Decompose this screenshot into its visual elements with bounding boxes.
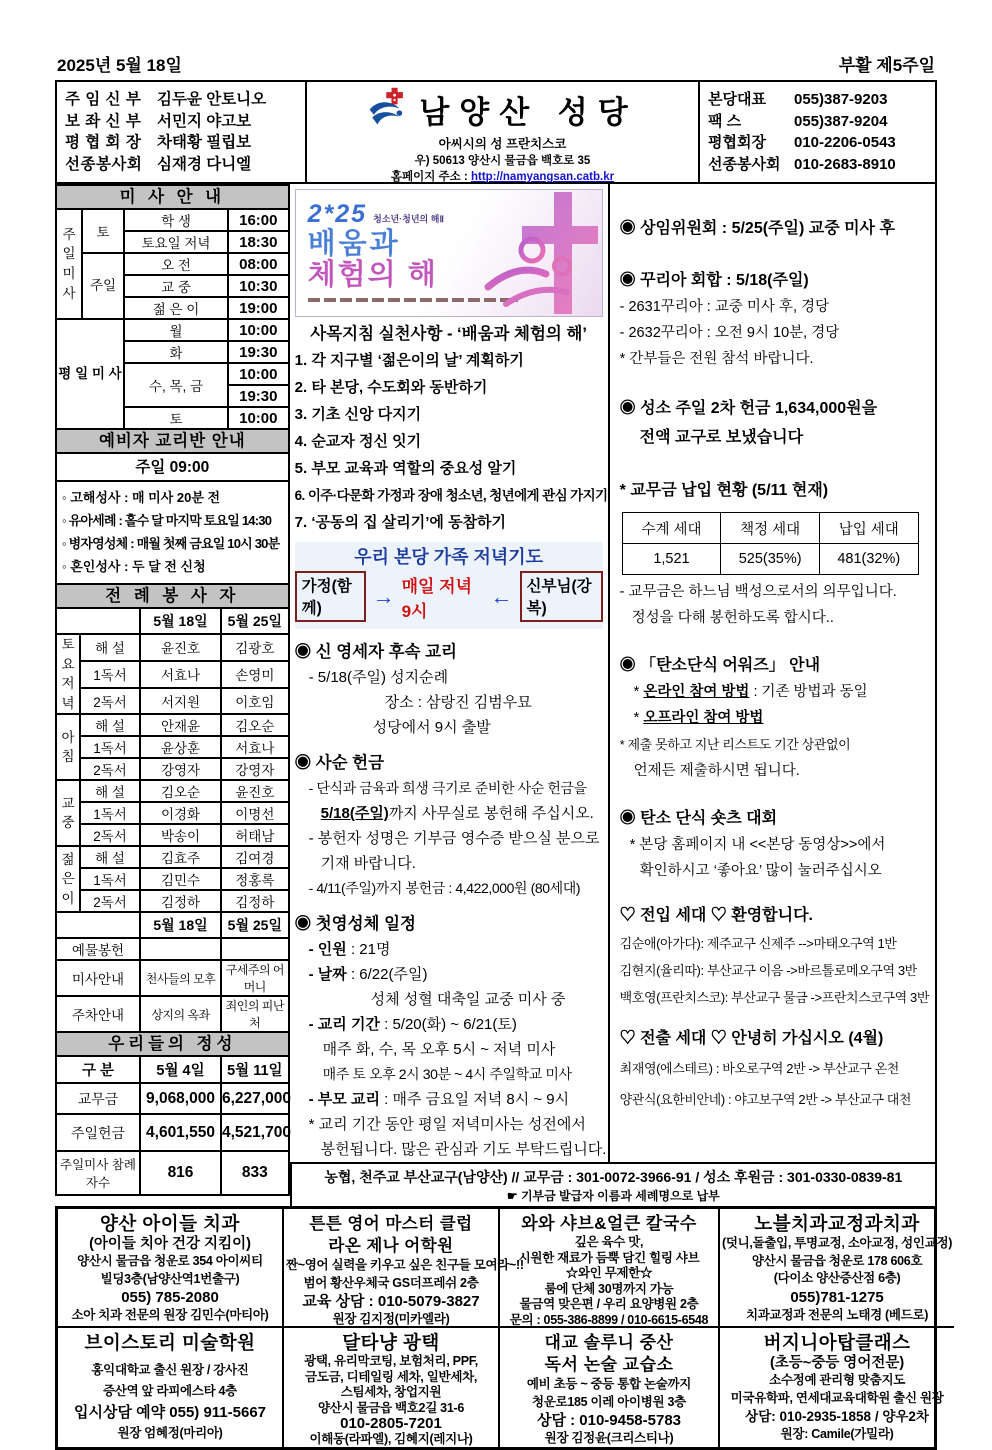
ad-title: 와와 샤브&얼큰 칼국수 bbox=[521, 1214, 697, 1233]
mass-time: 19:30 bbox=[228, 341, 289, 363]
staff-name: 차태황 필립보 bbox=[157, 134, 252, 152]
move-in-line: 김순애(아가다): 제주교구 신제주 -->마태오구역 1반 bbox=[619, 936, 897, 951]
mass-day: 토 bbox=[82, 209, 124, 253]
top-bar bbox=[55, 46, 937, 76]
vocation-fund-line1: ◉ 성소 주일 2차 헌금 1,634,000원을 bbox=[619, 400, 878, 417]
ad-english-club bbox=[284, 1209, 524, 1328]
section-line: - 단식과 금육과 희생 극기로 준비한 사순 헌금을 bbox=[308, 780, 587, 796]
standing-committee-title: ◉ 상임위원회 : 5/25(주일) 교중 미사 후 bbox=[619, 220, 895, 237]
ad-phone: 문의 : 055-386-8899 / 010-6615-6548 bbox=[509, 1312, 709, 1327]
ad-title: 노블치과교정과치과 bbox=[754, 1213, 920, 1234]
carbon-line: * 제출 못하고 지난 리스트도 기간 상관없이 bbox=[619, 737, 851, 752]
banner-figures-illustration bbox=[458, 192, 598, 319]
ad-line: 양산시 물금읍 청운로 354 아이씨티 bbox=[77, 1254, 263, 1268]
server-role: 1독서 bbox=[80, 661, 140, 688]
ad-line: 청운로185 이레 아이병원 3층 bbox=[532, 1394, 686, 1409]
contact-row bbox=[708, 154, 927, 175]
pastoral-items bbox=[294, 347, 608, 536]
move-in-line: 백호영(프란치스코): 부산교구 물금 ->프란치스코구역 3반 bbox=[619, 990, 929, 1005]
extra-value: 상지의 옥좌 bbox=[140, 996, 221, 1032]
extra-label: 미사안내 bbox=[56, 960, 140, 996]
ad-art-academy bbox=[58, 1328, 284, 1447]
ad-phone: 입시상담 예약 055) 911-5667 bbox=[73, 1404, 267, 1421]
server-name: 정홍록 bbox=[221, 868, 289, 890]
ad-line: 짠~영어 실력을 키우고 싶은 친구들 모여라~!! bbox=[286, 1258, 524, 1272]
ad-title: 브이스토리 미술학원 bbox=[84, 1332, 256, 1353]
catechumen-item: ◦ 고해성사 : 매 미사 20분 전 bbox=[62, 490, 221, 505]
banner-title-line2: 체험의 해 bbox=[307, 259, 438, 291]
ad-title: 튼튼 영어 마스터 클럽 bbox=[309, 1215, 473, 1233]
mass-label: 오 전 bbox=[124, 253, 228, 275]
server-name: 강영자 bbox=[140, 758, 221, 780]
ad-phone: 상담 : 010-9458-5783 bbox=[536, 1412, 682, 1429]
server-role: 해 설 bbox=[80, 634, 140, 661]
new-baptized-section bbox=[295, 639, 603, 740]
church-title-box bbox=[307, 82, 700, 182]
move-in-title: ♡ 전입 세대 ♡ 환영합니다. bbox=[619, 907, 813, 924]
section-line: - 교리 기간 : 5/20(화) ~ 6/21(토) bbox=[308, 1016, 517, 1033]
extra-value: 죄인의 피난처 bbox=[221, 996, 289, 1032]
server-name: 김오순 bbox=[221, 714, 289, 736]
move-out-title: ♡ 전출 세대 ♡ 안녕히 가십시오 (4월) bbox=[619, 1030, 884, 1047]
mass-time: 10:30 bbox=[228, 275, 289, 297]
server-role: 해 설 bbox=[80, 714, 140, 736]
offerings-col: 5월 11일 bbox=[221, 1056, 289, 1083]
pastoral-item: 5. 부모 교육과 역할의 중요성 알기 bbox=[294, 460, 517, 477]
section-line: 기재 바랍니다. bbox=[320, 855, 416, 872]
staff-row bbox=[65, 89, 297, 110]
contact-label: 선종봉사회 bbox=[708, 155, 781, 173]
contact-row bbox=[708, 111, 927, 132]
mass-time: 08:00 bbox=[228, 253, 289, 275]
mass-label: 학 생 bbox=[124, 209, 228, 231]
staff-role: 주 임 신 부 bbox=[65, 91, 142, 108]
contact-number: 010-2683-8910 bbox=[794, 155, 896, 173]
extra-value: 천사들의 모후 bbox=[140, 960, 221, 996]
mass-label: 토요일 저녁 bbox=[124, 231, 228, 253]
left-column bbox=[55, 184, 290, 1208]
offerings-table bbox=[55, 1055, 290, 1196]
mass-schedule-header: 미 사 안 내 bbox=[55, 184, 290, 210]
ad-dental-kids bbox=[58, 1209, 284, 1328]
server-role: 2독서 bbox=[80, 758, 140, 780]
server-name: 윤진호 bbox=[140, 634, 221, 661]
server-name: 손영미 bbox=[221, 661, 289, 688]
dues-note: - 교무금은 하느님 백성으로서의 의무입니다. bbox=[619, 584, 897, 600]
arrow-left-icon: ← bbox=[490, 583, 513, 609]
catechumen-item: ◦ 혼인성사 : 두 달 전 신청 bbox=[62, 559, 206, 574]
mass-time: 19:30 bbox=[228, 385, 289, 407]
section-line: 성체 성혈 대축일 교중 미사 중 bbox=[370, 991, 566, 1008]
ad-line: 스팀세차, 창업지원 bbox=[340, 1385, 442, 1399]
contact-label: 본당대표 bbox=[708, 91, 766, 108]
ad-line: ☆와인 무제한☆ bbox=[565, 1266, 653, 1280]
section-line: 장소 : 삼랑진 김범우묘 bbox=[384, 694, 532, 711]
staff-role: 평 협 회 장 bbox=[65, 134, 142, 152]
server-name: 이명선 bbox=[221, 802, 289, 824]
mass-time: 10:00 bbox=[228, 363, 289, 385]
ad-title: 독서 논술 교습소 bbox=[544, 1355, 674, 1374]
ad-subtitle: (아이들 치아 건강 지킴이) bbox=[89, 1236, 251, 1252]
server-role: 해 설 bbox=[80, 846, 140, 868]
move-out-line: 최재영(에스테르) : 바오로구역 2반 -> 부산교구 온천 bbox=[619, 1061, 899, 1076]
offerings-value: 833 bbox=[221, 1151, 289, 1195]
offerings-label: 주일헌금 bbox=[56, 1114, 140, 1151]
offerings-label: 주일미사 참례자수 bbox=[56, 1151, 140, 1195]
ad-title: 달타냥 광택 bbox=[342, 1332, 440, 1353]
carbon-line: * 온라인 참여 방법 : 기존 방법과 동일 bbox=[633, 684, 868, 700]
shorts-line: 확인하시고 ‘좋아요’ 많이 눌러주십시오 bbox=[639, 863, 882, 879]
staff-name: 심재경 다니엘 bbox=[157, 155, 252, 173]
vocation-fund-line2: 전액 교구로 보냈습니다 bbox=[639, 429, 804, 446]
staff-role: 보 좌 신 부 bbox=[65, 112, 142, 130]
server-name: 서효나 bbox=[140, 661, 221, 688]
mass-time: 10:00 bbox=[228, 407, 289, 429]
banner-year-subtitle: 청소년·청년의 해Ⅱ bbox=[373, 214, 444, 224]
server-name: 김효주 bbox=[140, 846, 221, 868]
ad-line: 금도금, 디테일링 세차, 일반세차, bbox=[304, 1369, 478, 1384]
middle-column bbox=[290, 184, 608, 1162]
section-line: - 5/18(주일) 성지순례 bbox=[308, 669, 449, 686]
servers-group: 아침 bbox=[56, 714, 80, 780]
offerings-label: 교무금 bbox=[56, 1083, 140, 1114]
server-name: 김민수 bbox=[140, 868, 221, 890]
dues-col: 수계 세대 bbox=[622, 513, 721, 544]
extra-label: 예물봉헌 bbox=[56, 938, 140, 960]
pastoral-title: 사목지침 실천사항 - ‘배움과 체험의 해’ bbox=[310, 325, 587, 343]
section-line: 성당에서 9시 출발 bbox=[372, 719, 491, 736]
server-name: 이호임 bbox=[221, 688, 289, 715]
offerings-value: 9,068,000 bbox=[140, 1083, 221, 1114]
section-line: - 부모 교리 : 매주 금요일 저녁 8시 ~ 9시 bbox=[308, 1091, 570, 1108]
offerings-col: 5월 4일 bbox=[140, 1056, 221, 1083]
ad-line: 원장: Camile(가밀라) bbox=[780, 1427, 894, 1441]
section-title: ◉ 사순 헌금 bbox=[294, 754, 385, 772]
section-line: 매주 토 오후 2시 30분 ~ 4시 주일학교 미사 bbox=[322, 1066, 572, 1082]
server-name: 김정하 bbox=[221, 890, 289, 912]
bank-note-line: ☛ 기부금 발급자 이름과 세례명으로 납부 bbox=[506, 1189, 720, 1203]
ad-line: 룸에 단체 30명까지 가능 bbox=[544, 1281, 674, 1296]
evening-priest-box: 신부님(강복) bbox=[520, 571, 603, 622]
ad-reading-school bbox=[500, 1328, 720, 1447]
bank-account-line: 농협, 천주교 부산교구(남양산) // 교무금 : 301-0072-3966-91 / 성소 후원금 : 301-0330-0839-81 bbox=[324, 1169, 903, 1185]
ad-line: 소아 치과 전문의 원장 김민수(마티아) bbox=[71, 1308, 269, 1322]
ad-line: 원장 김정윤(크리스티나) bbox=[544, 1431, 674, 1445]
ad-title: 대교 솔루니 중산 bbox=[544, 1333, 674, 1352]
server-name: 박송이 bbox=[140, 824, 221, 846]
server-role: 1독서 bbox=[80, 868, 140, 890]
ad-subtitle: (초등~중등 영어전문) bbox=[769, 1355, 905, 1371]
bank-account-strip bbox=[290, 1162, 937, 1208]
mass-time: 18:30 bbox=[228, 231, 289, 253]
advertisement-grid bbox=[55, 1206, 953, 1450]
mass-schedule-table bbox=[55, 208, 290, 430]
server-role: 2독서 bbox=[80, 688, 140, 715]
ad-line: 홍익대학교 출신 원장 / 강사진 bbox=[91, 1363, 249, 1377]
staff-name: 김두윤 안토니오 bbox=[157, 91, 267, 108]
mass-label: 토 bbox=[124, 407, 228, 429]
ad-line: 시원한 재료가 듬뿍 담긴 힐링 샤브 bbox=[518, 1250, 700, 1265]
ad-line: 양산시 물금읍 청운로 178 606호 bbox=[751, 1253, 923, 1268]
lent-offering-section bbox=[295, 750, 603, 901]
server-role: 해 설 bbox=[80, 780, 140, 802]
ad-phone: 055) 785-2080 bbox=[121, 1289, 219, 1306]
dues-col: 책정 세대 bbox=[721, 513, 820, 544]
mass-label: 교 중 bbox=[124, 275, 228, 297]
server-role: 1독서 bbox=[80, 736, 140, 758]
extra-value bbox=[140, 938, 221, 960]
staff-box bbox=[57, 82, 307, 182]
mass-time: 16:00 bbox=[228, 209, 289, 231]
catechumen-header: 예비자 교리반 안내 bbox=[55, 428, 290, 454]
staff-role: 선종봉사회 bbox=[65, 155, 143, 173]
contact-label: 평협회장 bbox=[708, 134, 766, 152]
mass-time: 19:00 bbox=[228, 297, 289, 319]
servers-date: 5월 18일 bbox=[140, 608, 221, 634]
extra-label: 주차안내 bbox=[56, 996, 140, 1032]
carbon-shorts-title: ◉ 탄소 단식 숏츠 대회 bbox=[619, 810, 778, 827]
section-line: - 4/11(주일)까지 봉헌금 : 4,422,000원 (80세대) bbox=[308, 880, 581, 896]
dues-note: 정성을 다해 봉헌하도록 합시다.. bbox=[631, 610, 834, 626]
mass-group: 평 일 미 사 bbox=[56, 319, 124, 429]
mass-label: 수, 목, 금 bbox=[124, 363, 228, 407]
homepage-line bbox=[307, 168, 698, 184]
masthead bbox=[55, 80, 937, 184]
ad-line: 원장 김지정(미카엘라) bbox=[332, 1312, 450, 1326]
mass-label: 월 bbox=[124, 319, 228, 341]
ad-shabu-restaurant bbox=[500, 1209, 720, 1328]
curia-line: - 2632꾸리아 : 오전 9시 10분, 경당 bbox=[619, 325, 840, 341]
server-name: 김오순 bbox=[140, 780, 221, 802]
section-title: ◉ 첫영성체 일정 bbox=[294, 915, 416, 933]
servers-date: 5월 25일 bbox=[221, 608, 289, 634]
dues-value: 1,521 bbox=[622, 544, 721, 575]
youth-year-banner bbox=[295, 189, 603, 317]
offerings-value: 4,601,550 bbox=[140, 1114, 221, 1151]
mass-label: 젊 은 이 bbox=[124, 297, 228, 319]
dues-value: 525(35%) bbox=[721, 544, 820, 575]
ad-car-detailing bbox=[284, 1328, 500, 1447]
ad-phone: 010-2805-7201 bbox=[340, 1415, 442, 1432]
ad-line: 미국유학파, 연세대교육대학원 출신 원장 bbox=[730, 1390, 944, 1405]
ad-line: 물금역 맞은편 / 우리 요양병원 2층 bbox=[519, 1297, 699, 1311]
server-role: 2독서 bbox=[80, 824, 140, 846]
dues-value: 481(32%) bbox=[819, 544, 918, 575]
arrow-right-icon: → bbox=[372, 583, 395, 609]
church-name: 남양산 성당 bbox=[419, 95, 638, 130]
section-line: - 날짜 : 6/22(주일) bbox=[308, 966, 428, 983]
evening-prayer-title: 우리 본당 가족 저녁기도 bbox=[354, 547, 544, 567]
evening-prayer-box bbox=[295, 542, 603, 629]
servers-table bbox=[55, 607, 290, 1033]
carbon-awards-title: ◉ 「탄소단식 어워즈」 안내 bbox=[619, 657, 821, 674]
servers-date: 5월 18일 bbox=[140, 912, 221, 938]
ad-line: 이해동(라파엘), 김혜지(레지나) bbox=[309, 1432, 473, 1446]
ad-title: 버지니아탑클래스 bbox=[763, 1332, 911, 1353]
dues-col: 납입 세대 bbox=[819, 513, 918, 544]
server-name: 김정하 bbox=[140, 890, 221, 912]
ad-phone: 상담: 010-2935-1858 / 양우2차 bbox=[745, 1409, 929, 1424]
server-role: 1독서 bbox=[80, 802, 140, 824]
ad-phone: 교육 상담 : 010-5079-3827 bbox=[302, 1293, 480, 1310]
pastoral-item: 4. 순교자 정신 잇기 bbox=[294, 433, 422, 450]
ad-virginia-top-class bbox=[720, 1328, 954, 1447]
church-patron: 아씨시의 성 프란치스코 bbox=[438, 137, 567, 151]
ad-phone: 055)781-1275 bbox=[790, 1288, 884, 1306]
offerings-col: 구 분 bbox=[56, 1056, 140, 1083]
mass-time: 10:00 bbox=[228, 319, 289, 341]
server-name: 안재윤 bbox=[140, 714, 221, 736]
section-line: 봉헌됩니다. 많은 관심과 기도 부탁드립니다. bbox=[320, 1141, 607, 1158]
offline-method-emphasis: 오프라인 참여 방법 bbox=[643, 710, 764, 726]
catechumen-item: ◦ 병자영성체 : 매월 첫째 금요일 10시 30분 bbox=[62, 536, 280, 551]
evening-home-box: 가정(함께) bbox=[295, 571, 366, 622]
contact-row bbox=[708, 89, 927, 110]
dues-table bbox=[622, 512, 919, 575]
offerings-value: 4,521,700 bbox=[221, 1114, 289, 1151]
curia-title: ◉ 꾸리아 회합 : 5/18(주일) bbox=[619, 272, 809, 289]
section-line: 매주 화, 수, 목 오후 5시 ~ 저녁 미사 bbox=[322, 1041, 556, 1058]
contact-number: 055)387-9204 bbox=[794, 112, 888, 130]
mass-label: 화 bbox=[124, 341, 228, 363]
feast-title: 부활 제5주일 bbox=[838, 56, 935, 75]
server-name: 강영자 bbox=[221, 758, 289, 780]
server-name: 김광호 bbox=[221, 634, 289, 661]
ad-line: 양산시 물금읍 백호2길 31-6 bbox=[318, 1400, 464, 1415]
homepage-label: 홈페이지 주소 : bbox=[390, 171, 471, 183]
mass-day: 주일 bbox=[82, 253, 124, 319]
ad-line: 예비 초등 ~ 중등 통합 논술까지 bbox=[526, 1377, 692, 1391]
servers-group: 토요저녁 bbox=[56, 634, 80, 714]
pastoral-item: 6. 이주·다문화 가정과 장애 청소년, 청년에게 관심 가지기 bbox=[294, 488, 608, 503]
carbon-line: 언제든 제출하시면 됩니다. bbox=[633, 763, 800, 779]
contact-label: 팩 스 bbox=[708, 112, 742, 130]
ad-line: 범어 황산우체국 GS더프레쉬 2층 bbox=[303, 1275, 479, 1290]
banner-title-line1: 배움과 bbox=[307, 228, 401, 260]
catechumen-items bbox=[55, 480, 290, 585]
pastoral-item: 2. 타 본당, 수도회와 동반하기 bbox=[294, 379, 488, 396]
ad-line: 증산역 앞 라피에스타 4층 bbox=[103, 1384, 237, 1398]
ad-noble-dental bbox=[720, 1209, 954, 1328]
server-name: 허태남 bbox=[221, 824, 289, 846]
ad-line: 소수정예 관리형 맞춤지도 bbox=[769, 1373, 905, 1387]
extra-value bbox=[221, 938, 289, 960]
church-address: 우) 50613 양산시 물금읍 백호로 35 bbox=[414, 155, 591, 167]
ad-title: 양산 아이들 치과 bbox=[100, 1213, 240, 1234]
deadline-emphasis: 5/18(주일) bbox=[320, 805, 389, 822]
curia-line: - 2631꾸리아 : 교중 미사 후, 경당 bbox=[619, 299, 830, 315]
homepage-link[interactable]: http://namyangsan.catb.kr bbox=[470, 171, 615, 183]
ad-line: 치과교정과 전문의 노태경 (베드로) bbox=[746, 1307, 929, 1322]
server-name: 윤상훈 bbox=[140, 736, 221, 758]
servers-group: 교중 bbox=[56, 780, 80, 846]
server-name: 서지원 bbox=[140, 688, 221, 715]
ad-line: 광택, 유리막코팅, 보험처리, PPF, bbox=[304, 1354, 478, 1368]
ad-line: 깊은 육수 맛, bbox=[574, 1235, 644, 1249]
servers-header: 전 례 봉 사 자 bbox=[55, 583, 290, 609]
move-out-line: 양관식(요한비안네) : 야고보구역 2반 -> 부산교구 대천 bbox=[619, 1092, 912, 1107]
server-name: 윤진호 bbox=[221, 780, 289, 802]
server-name: 김여경 bbox=[221, 846, 289, 868]
pastoral-item: 3. 기초 신앙 다지기 bbox=[294, 406, 422, 423]
ad-title: 라온 제나 어학원 bbox=[328, 1237, 454, 1255]
section-line: - 봉헌자 성명은 기부금 영수증 받으실 분으로 bbox=[308, 830, 600, 847]
first-communion-section bbox=[294, 911, 607, 1162]
server-name: 서효나 bbox=[221, 736, 289, 758]
server-role: 2독서 bbox=[80, 890, 140, 912]
ad-line: 원장 엄혜정(마리아) bbox=[117, 1426, 223, 1440]
extra-value: 구세주의 어머니 bbox=[221, 960, 289, 996]
server-name: 이경화 bbox=[140, 802, 221, 824]
staff-row bbox=[65, 132, 297, 153]
ad-line: (덧니,돌출입, 투명교정, 소아교정, 성인교정) bbox=[722, 1236, 953, 1250]
catechumen-item: ◦ 유아세례 : 홀수 달 마지막 토요일 14:30 bbox=[62, 513, 272, 528]
mass-group: 주일미사 bbox=[56, 209, 82, 319]
section-title: ◉ 신 영세자 후속 교리 bbox=[294, 643, 457, 661]
pastoral-item: 7. ‘공동의 집 살리기’에 동참하기 bbox=[294, 514, 507, 531]
contact-number: 010-2206-0543 bbox=[794, 134, 896, 152]
ad-line: 빌딩3층(남양산역1번출구) bbox=[100, 1271, 240, 1286]
carbon-line: * 오프라인 참여 방법 bbox=[633, 710, 764, 726]
offerings-value: 6,227,000 bbox=[221, 1083, 289, 1114]
offerings-value: 816 bbox=[140, 1151, 221, 1195]
section-line: - 인원 : 21명 bbox=[308, 941, 391, 958]
online-method-emphasis: 온라인 참여 방법 bbox=[643, 684, 750, 700]
issue-date: 2025년 5월 18일 bbox=[57, 56, 182, 75]
staff-name: 서민지 야고보 bbox=[157, 112, 252, 130]
contact-number: 055)387-9203 bbox=[794, 91, 888, 108]
ad-line: (다이소 양산증산점 6층) bbox=[773, 1271, 901, 1285]
servers-date: 5월 25일 bbox=[221, 912, 289, 938]
offerings-header: 우리들의 정성 bbox=[55, 1031, 290, 1057]
evening-time: 매일 저녁 9시 bbox=[401, 576, 473, 621]
right-column bbox=[608, 184, 937, 1162]
church-logo-icon bbox=[367, 86, 409, 133]
pastoral-item: 1. 각 지구별 ‘젊은이의 날’ 계획하기 bbox=[294, 352, 524, 369]
staff-row bbox=[65, 154, 297, 175]
contacts-box bbox=[700, 82, 935, 182]
move-in-line: 김현지(율리따): 부산교구 이음 ->바르톨로메오구역 3반 bbox=[619, 963, 917, 978]
curia-line: * 간부들은 전원 참석 바랍니다. bbox=[619, 351, 814, 367]
contact-row bbox=[708, 132, 927, 153]
servers-group: 젊은이 bbox=[56, 846, 80, 912]
section-line: * 교리 기간 동안 평일 저녁미사는 성전에서 bbox=[308, 1116, 586, 1133]
banner-year: 2*25 bbox=[307, 200, 368, 228]
shorts-line: * 본당 홈페이지 내 <<본당 동영상>>에서 bbox=[629, 837, 886, 853]
dues-title: * 교무금 납입 현황 (5/11 현재) bbox=[619, 482, 829, 499]
section-line: 5/18(주일)까지 사무실로 봉헌해 주십시오. bbox=[320, 805, 594, 822]
catechumen-time: 주일 09:00 bbox=[55, 452, 290, 482]
staff-row bbox=[65, 111, 297, 132]
